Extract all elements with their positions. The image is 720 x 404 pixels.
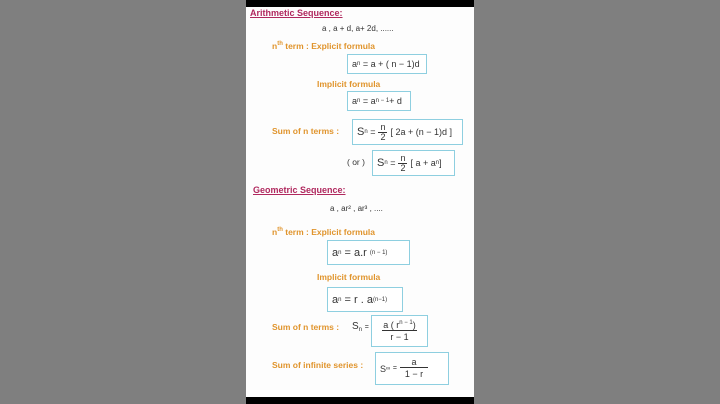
numerator: a [411,357,417,367]
arithmetic-sequence: a , a + d, a+ 2d, ...... [322,24,394,33]
rhs: = a.r [344,246,367,259]
geometric-implicit-label: Implicit formula [317,272,381,282]
lhs: a [352,96,358,106]
lhs-sub: n [358,327,363,333]
denominator: 2 [380,131,386,142]
numerator: n [380,121,386,132]
rhs-sub: n [435,160,440,166]
lhs-sub: ∞ [386,365,391,372]
arithmetic-sum-formula-alt [372,150,455,176]
fraction [400,358,428,379]
numerator: n [400,152,406,163]
fraction [378,123,387,142]
geometric-sum-lhs [352,321,369,333]
eq: = [390,158,396,168]
arithmetic-explicit-formula [347,54,427,74]
lhs: a [332,246,339,259]
geometric-sum-formula [371,315,428,347]
num-text: a ( r [383,320,400,330]
arithmetic-explicit-label: $n^{th}$ term : Explicit formula [272,41,375,51]
arithmetic-sum-label: Sum of n terms : [272,126,340,136]
lhs-sub: n [357,98,361,104]
lhs: S [352,321,359,332]
rhs: [ a + a [410,158,436,168]
arithmetic-implicit-label: Implicit formula [317,79,381,89]
denominator: r − 1 [382,330,416,342]
rhs-sub: n − 1 [375,98,390,104]
rhs: = r . a [344,293,373,306]
top-black-bar [246,0,474,7]
lhs-sub: n [357,61,361,67]
geometric-explicit-formula [327,240,410,265]
rhs: [ 2a + (n − 1)d ] [390,127,453,137]
eq: = [392,365,397,372]
lhs: a [352,59,358,69]
geometric-sum-label: Sum of n terms : [272,322,340,332]
arithmetic-implicit-formula [347,91,411,111]
geometric-sequence: a , ar² , ar³ , .... [330,204,383,213]
fraction [381,320,418,342]
lhs-sub: n [338,249,342,256]
bottom-black-bar [246,397,474,404]
eq: = [370,127,376,137]
tail: ] [439,158,442,168]
formula-sheet [246,7,474,397]
numerator [381,320,418,330]
lhs-sub: n [384,160,388,166]
tail: + d [389,96,402,106]
lhs: S [357,126,365,138]
eq: = [364,324,369,331]
denominator: 1 − r [400,367,428,379]
lhs-sub: n [364,129,368,135]
rhs: = a + ( n − 1)d [362,59,420,69]
arithmetic-sum-formula [352,119,463,145]
lhs: S [380,363,387,374]
num-sup: n − 1 [399,320,413,326]
fraction [398,154,407,173]
geometric-infinite-label: Sum of infinite series : [272,360,364,370]
num-tail: ) [412,320,416,330]
lhs-sub: n [338,296,342,303]
lhs: S [377,157,385,169]
geometric-infinite-formula [375,352,449,385]
rhs-sub: (n−1) [372,296,388,303]
geometric-explicit-label: $n^{th}$ term : Explicit formula [272,227,375,237]
lhs: a [332,293,339,306]
arithmetic-heading: Arithmetic Sequence: [250,8,343,18]
rhs-sup: (n − 1) [369,249,388,256]
geometric-heading: Geometric Sequence: [253,185,346,195]
denominator: 2 [400,162,406,173]
geometric-implicit-formula [327,287,403,312]
or-label: ( or ) [347,157,365,167]
eq: = a [362,96,376,106]
